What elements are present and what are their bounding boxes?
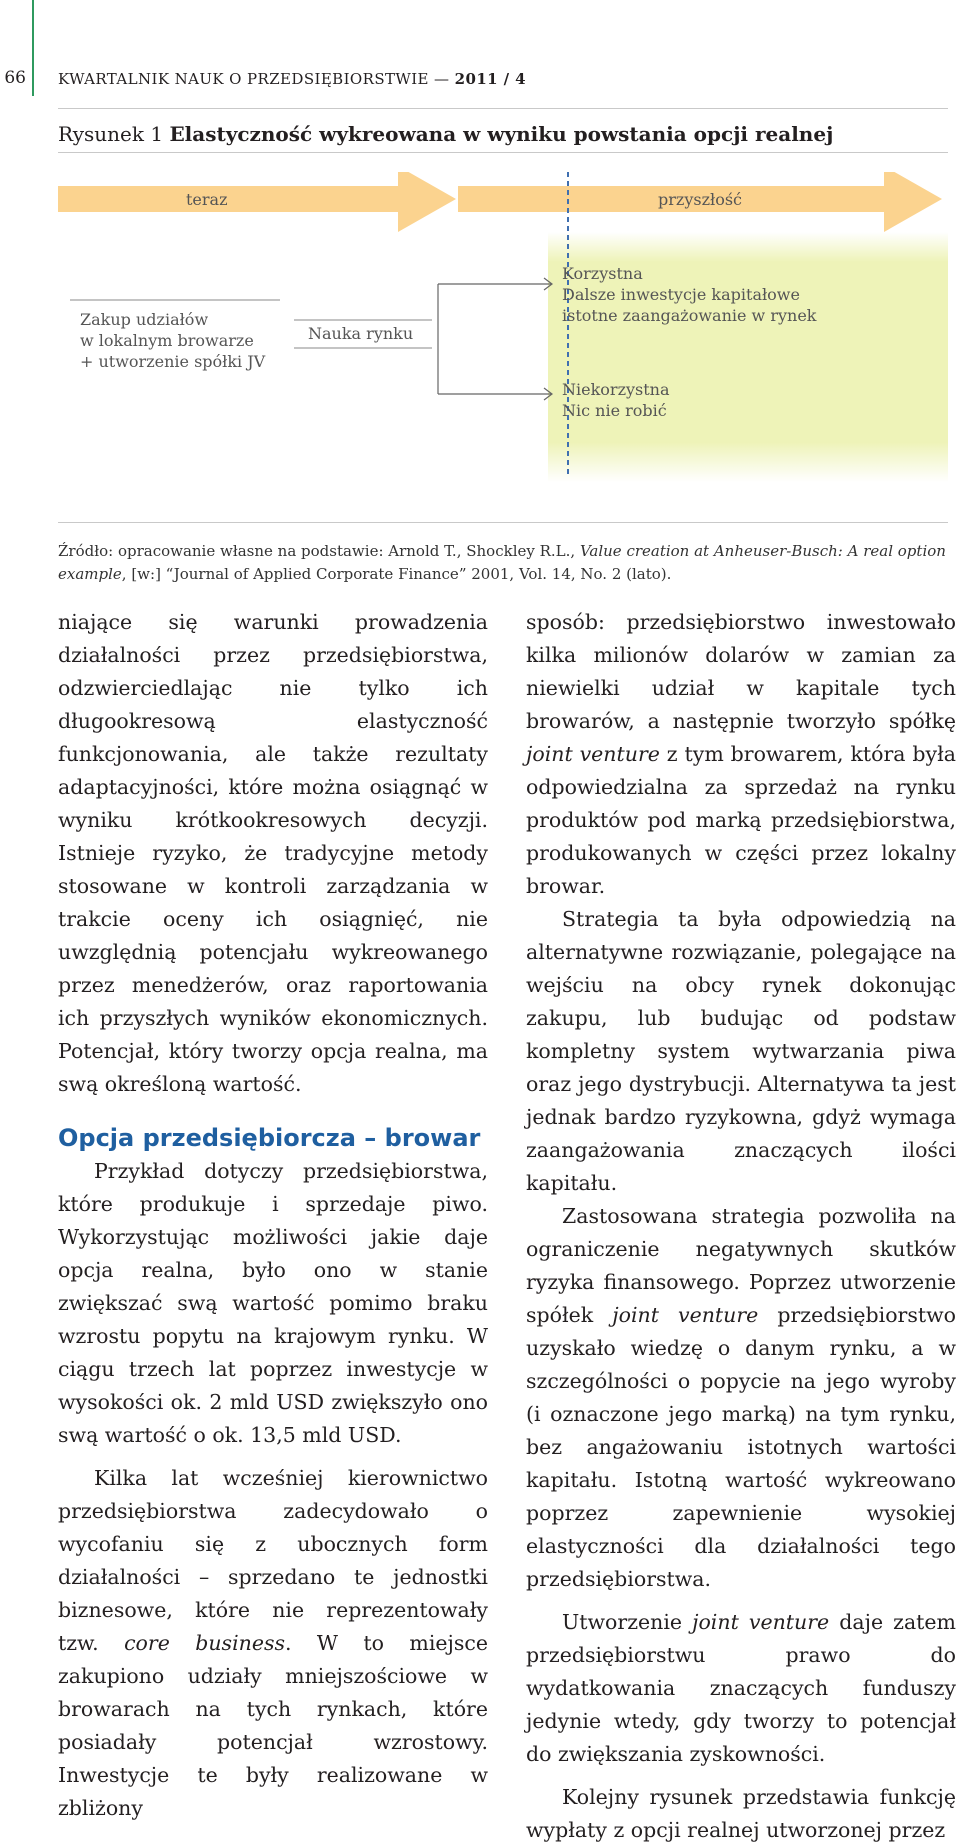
right-p1-b: z tym browarem, która była odpowiedzialna za sprzedaż na rynku produktów pod marką przedsiębiorstwa, produkowanych w części przez lokalny browar. xyxy=(526,742,956,898)
right-p4-a: Utworzenie xyxy=(562,1610,693,1634)
right-p3-b: przedsiębiorstwo uzyskało wiedzę o danym rynku, a w szczególności o popycie na jego wyroby (i oznaczone jego marką) na tym rynku, bez angażowaniu istotnych wartości kapitału. Istotną wartość wykreowano poprzez zapewnienie wysokiej elastyczności dla działalności tego przedsiębiorstwa. xyxy=(526,1303,957,1591)
right-p4-italic: joint venture xyxy=(692,1610,830,1634)
arrow-now-label: teraz xyxy=(186,190,228,209)
right-column xyxy=(526,606,956,1847)
right-p3-a: Zastosowana strategia pozwoliła na ograniczenie negatywnych skutków ryzyka finansowego. Poprzez utworzenie spółek xyxy=(526,1204,956,1327)
journal-name: KWARTALNIK NAUK O PRZEDSIĘBIORSTWIE — xyxy=(58,70,455,88)
box-start-line-1: Zakup udziałów xyxy=(80,310,209,329)
running-head xyxy=(58,70,526,88)
outcome-good-line-1: Korzystna xyxy=(562,264,643,283)
left-paragraph-3 xyxy=(58,1462,488,1825)
page-number: 66 xyxy=(4,68,26,88)
outcome-good-line-3: istotne zaangażowanie w rynek xyxy=(562,305,817,325)
right-paragraph-5: Kolejny rysunek przedstawia funkcję wypłaty z opcji realnej utworzonej przez xyxy=(526,1785,956,1842)
figure-top-rule xyxy=(58,108,948,109)
box-research: Nauka rynku xyxy=(308,324,414,343)
figure-diagram xyxy=(58,172,948,502)
figure-title-text: Elastyczność wykreowana w wyniku powstania opcji realnej xyxy=(169,122,834,146)
right-p3-italic: joint venture xyxy=(612,1303,759,1327)
right-p4-b: daje zatem przedsiębiorstwu prawo do wydatkowania znaczących funduszy jedynie wtedy, gdy tworzy to potencjał do zwiększania zyskowności. xyxy=(526,1610,956,1766)
figure-bottom-rule xyxy=(58,522,948,523)
figure-title-rule xyxy=(58,152,948,153)
left-paragraph-2: Przykład dotyczy przedsiębiorstwa, które produkuje i sprzedaje piwo. Wykorzystując możliwości jakie daje opcja realna, było ono w stanie zwiększać swą wartość pomimo braku wzrostu popytu na krajowym rynku. W ciągu trzech lat poprzez inwestycje w wysokości ok. 2 mld USD zwiększyło ono swą wartość o ok. 13,5 mld USD. xyxy=(58,1159,488,1447)
left-column xyxy=(58,606,488,1825)
box-start xyxy=(80,310,265,372)
source-title-1: Value creation at Anheuser-Busch: A real option xyxy=(579,542,946,560)
figure-label: Rysunek 1 xyxy=(58,122,170,146)
outcome-good xyxy=(562,264,816,326)
source-title-2: example xyxy=(58,565,122,584)
left-p3-italic: core business xyxy=(124,1631,286,1655)
figure-source xyxy=(58,540,948,587)
future-highlight-fade-bottom xyxy=(548,442,948,482)
right-paragraph-4 xyxy=(526,1606,956,1771)
outcome-bad xyxy=(562,380,670,422)
figure-title xyxy=(58,122,833,146)
journal-issue: 2011 / 4 xyxy=(454,70,526,88)
right-paragraph-3 xyxy=(526,1200,956,1596)
future-highlight-fade-top xyxy=(548,232,948,262)
outcome-bad-line-2: Nic nie robić xyxy=(562,400,667,420)
source-prefix: Źródło: opracowanie własne na podstawie: Arnold T., Shockley R.L., xyxy=(58,542,580,560)
box-start-line-2: w lokalnym browarze xyxy=(80,330,254,350)
outcome-bad-line-1: Niekorzystna xyxy=(562,380,670,399)
outcome-good-line-2: Dalsze inwestycje kapitałowe xyxy=(562,284,800,304)
left-p3-b: . W to miejsce zakupiono udziały mniejszościowe w browarach na tych rynkach, które posiadały potencjał wzrostowy. Inwestycje te były realizowane w zbliżony xyxy=(58,1631,488,1820)
source-suffix: , [w:] “Journal of Applied Corporate Finance” 2001, Vol. 14, No. 2 (lato). xyxy=(121,565,672,584)
right-paragraph-2: Strategia ta była odpowiedzią na alternatywne rozwiązanie, polegające na wejściu na obcy rynek dokonując zakupu, lub budując od podstaw kompletny system wytwarzania piwa oraz jego dystrybucji. Alternatywa ta jest jednak bardzo ryzykowna, gdyż wymaga zaangażowania znaczących ilości kapitału. xyxy=(526,907,956,1195)
right-p1-italic: joint venture xyxy=(526,742,660,766)
arrow-now xyxy=(58,172,456,232)
left-paragraph-1: niające się warunki prowadzenia działalności przez przedsiębiorstwa, odzwierciedlając nie tylko ich długookresową elastyczność funkcjonowania, ale także rezultaty adaptacyjności, które można osiągnąć w wyniku krótkookresowych decyzji. Istnieje ryzyko, że tradycyjne metody stosowane w kontroli zarządzania w trakcie oceny ich osiągnięć, nie uwzględnią potencjału wykreowanego przez menedżerów, oraz raportowania ich przyszłych wyników ekonomicznych. Potencjał, który tworzy opcja realna, ma swą określoną wartość. xyxy=(58,610,488,1096)
right-p1-a: sposób: przedsiębiorstwo inwestowało kilka milionów dolarów w zamian za niewielki udział w kapitale tych browarów, a następnie tworzyło spółkę xyxy=(526,610,956,733)
left-p3-a: Kilka lat wcześniej kierownictwo przedsiębiorstwa zadecydowało o wycofaniu się z ubocznych form działalności – sprzedano te jednostki biznesowe, które nie reprezentowały tzw. xyxy=(58,1466,488,1655)
right-paragraph-1 xyxy=(526,606,956,903)
box-start-line-3: + utworzenie spółki JV xyxy=(80,351,266,371)
arrow-future-label: przyszłość xyxy=(658,190,742,209)
section-heading: Opcja przedsiębiorcza – browar xyxy=(58,1124,481,1152)
green-margin-rule xyxy=(32,0,34,96)
